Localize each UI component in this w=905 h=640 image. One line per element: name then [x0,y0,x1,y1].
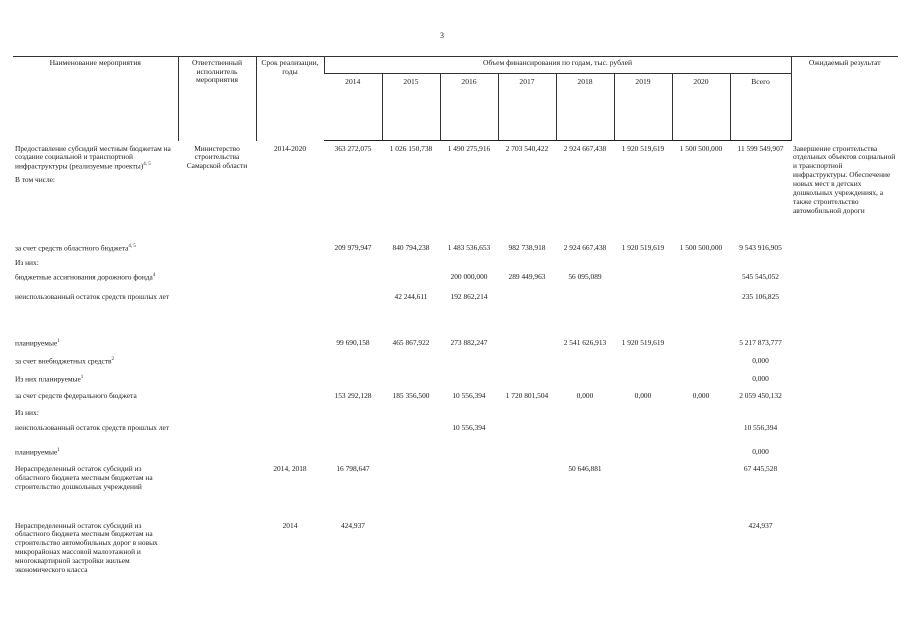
row-name: Нераспределенный остаток субсидий из областного бюджета местным бюджетам на строительство дошкольных учреждений [15,463,153,491]
row-year-value: 1 920 519,619 [621,144,665,153]
row-name-cell [13,392,178,401]
row-year-value [556,522,614,575]
row-year-value: 1 720 801,504 [505,390,549,400]
row-year-value [672,273,730,282]
row-name-cell [13,409,178,418]
row-total: 67 445,528 [743,463,778,473]
row-year-value [672,357,730,366]
row-year-value [382,259,440,268]
row-name-cell [13,176,178,185]
row-name: планируемые [15,338,58,348]
row-year-value: 153 292,128 [334,390,372,400]
row-total: 0,000 [752,446,769,456]
header-funding: Объем финансирования по годам, тыс. рублей [324,57,791,74]
row-year-value: 50 646,881 [568,463,602,473]
row-year-value: 1 500 500,000 [679,144,723,153]
row-year-value [324,448,382,457]
row-name-cell [13,448,178,457]
row-total: 2 059 450,132 [739,390,782,400]
row-year-value: 982 738,918 [508,243,546,253]
row-year-value [498,522,556,575]
table-row [13,409,898,418]
row-total [730,409,791,418]
row-year-value [440,465,498,492]
table-row [13,273,898,282]
row-year-value [382,424,440,433]
footnote-mark: 1 [57,447,60,453]
header-executor: Ответственный исполнитель мероприятия [178,57,256,141]
row-name: неиспользованный остаток средств прошлых лет [15,292,170,302]
row-name-cell [13,141,178,172]
header-year: 2019 [614,74,672,141]
header-year: 2014 [324,74,382,141]
row-year-value [440,448,498,457]
table-row [13,259,898,268]
row-year-value: 42 244,611 [394,292,428,302]
row-name-cell [13,339,178,348]
table-row [13,465,898,492]
row-year-value [614,522,672,575]
row-executor [178,176,256,185]
row-year-value [382,357,440,366]
row-year-value [556,448,614,457]
row-term [256,273,324,282]
row-term [256,176,324,185]
row-total: 9 543 916,905 [739,243,782,253]
row-year-value [672,339,730,348]
row-term: 2014 [282,520,298,530]
row-year-value [614,409,672,418]
row-term [256,339,324,348]
row-year-value [440,176,498,185]
table-body [13,141,898,575]
row-year-value: 1 483 536,653 [447,243,491,253]
row-year-value: 363 272,075 [334,144,372,153]
row-term [256,448,324,457]
table-row [13,375,898,384]
row-year-value [382,375,440,384]
row-name: за счет внебюджетных средств [15,356,112,366]
row-year-value [614,424,672,433]
row-year-value [324,357,382,366]
row-name-cell [13,244,178,253]
row-year-value [440,259,498,268]
row-year-value [324,273,382,282]
row-year-value [498,293,556,302]
row-term [256,244,324,253]
row-year-value: 1 490 275,916 [447,144,491,153]
row-term [256,392,324,401]
row-name-cell [13,522,178,575]
row-year-value [614,259,672,268]
row-year-value [324,259,382,268]
row-year-value: 273 882,247 [450,337,488,347]
row-total: 545 545,052 [742,271,779,281]
row-year-value [556,259,614,268]
row-year-value [498,357,556,366]
financing-table [13,56,898,575]
row-total: 0,000 [752,356,769,366]
row-year-value [440,522,498,575]
row-executor [178,259,256,268]
header-year: 2017 [498,74,556,141]
row-year-value [672,375,730,384]
row-spacer [13,184,898,244]
row-year-value [498,375,556,384]
row-executor [178,244,256,253]
row-term [256,424,324,433]
row-total [730,176,791,185]
row-year-value [556,424,614,433]
row-year-value [556,293,614,302]
row-name-cell [13,293,178,302]
row-year-value [672,465,730,492]
row-name: планируемые [15,447,58,457]
row-name-cell [13,259,178,268]
row-name: Из них: [15,407,39,417]
expected-result: Завершение строительства отдельных объектов социальной и транспортной инфраструктуры. Обеспечение новых мест в детских дошкольных учреждениях, а также строительство автомобильной дороги [793,143,896,215]
row-year-value [440,375,498,384]
header-year: 2020 [672,74,730,141]
row-term [256,293,324,302]
row-year-value [498,409,556,418]
row-year-value [382,465,440,492]
row-year-value [672,293,730,302]
row-name: Из них: [15,257,39,267]
row-year-value [382,176,440,185]
row-year-value [672,259,730,268]
row-year-value [324,293,382,302]
row-executor: Министерство строительства Самарской области [186,143,248,171]
header-total: Всего [730,74,791,141]
row-year-value: 1 026 150,738 [389,144,433,153]
row-year-value [672,424,730,433]
row-name: Предоставление субсидий местным бюджетам на создание социальной и транспортной инфраструктуры (реализуемые проекты) [15,143,171,171]
row-spacer [13,492,898,522]
row-executor [178,273,256,282]
row-name: неиспользованный остаток средств прошлых лет [15,422,170,432]
row-year-value: 192 862,214 [450,292,488,302]
row-name-cell [13,465,178,492]
row-executor [178,424,256,433]
row-year-value [672,176,730,185]
header-year: 2018 [556,74,614,141]
header-term: Срок реализации, годы [256,57,324,141]
row-executor [178,522,256,575]
row-name-cell [13,424,178,433]
header-name: Наименование мероприятия [13,57,178,141]
header-year: 2015 [382,74,440,141]
table-row [13,244,898,253]
row-year-value: 99 690,158 [336,337,370,347]
row-year-value: 209 979,947 [334,243,372,253]
row-total: 0,000 [752,373,769,383]
footnote-mark: 4, 5 [128,244,136,250]
row-term [256,259,324,268]
row-year-value: 0,000 [692,390,710,400]
row-executor [178,409,256,418]
row-name: бюджетные ассигнования дорожного фонда [15,272,153,282]
row-year-value: 16 798,647 [336,463,370,473]
row-name-cell [13,375,178,384]
row-year-value [614,176,672,185]
row-year-value [498,259,556,268]
row-name: Из них планируемые [15,374,81,384]
row-year-value [498,339,556,348]
row-year-value: 2 924 667,438 [563,144,607,153]
row-term [256,357,324,366]
row-year-value: 2 541 626,913 [563,337,607,347]
row-year-value [382,522,440,575]
row-term: 2014, 2018 [273,463,307,473]
footnote-mark: 1 [80,374,84,380]
row-year-value [498,424,556,433]
table-row [13,522,898,575]
table-row [13,424,898,433]
row-year-value [382,409,440,418]
row-year-value: 289 449,963 [508,271,546,281]
row-year-value [382,448,440,457]
row-year-value [556,409,614,418]
row-year-value [498,448,556,457]
row-term [256,375,324,384]
row-executor [178,465,256,492]
row-year-value [614,465,672,492]
row-total: 424,937 [748,520,773,530]
table-row [13,339,898,348]
row-year-value [440,357,498,366]
row-year-value: 10 556,394 [452,390,486,400]
page-mark: 3 [440,31,444,40]
row-year-value: 0,000 [576,390,594,400]
row-executor [178,293,256,302]
row-year-value: 0,000 [634,390,652,400]
row-year-value: 1 920 519,619 [621,243,665,253]
row-year-value [614,293,672,302]
row-year-value [498,176,556,185]
row-name: за счет средств областного бюджета [15,243,129,253]
row-year-value [556,375,614,384]
footnote-mark: 1 [57,338,60,344]
row-year-value: 424,937 [340,520,366,530]
table-row [13,293,898,302]
row-year-value [324,375,382,384]
row-total: 235 106,825 [742,292,779,302]
row-name: за счет средств федерального бюджета [15,390,137,400]
row-term: 2014-2020 [273,143,307,153]
row-year-value: 10 556,394 [452,422,486,432]
row-spacer [13,433,898,448]
row-year-value: 1 500 500,000 [679,243,723,253]
table-row [13,176,898,185]
row-year-value: 185 356,500 [392,390,430,400]
row-year-value [614,448,672,457]
row-year-value [440,409,498,418]
row-executor [178,392,256,401]
row-year-value: 56 095,089 [568,271,602,281]
row-name-cell [13,357,178,366]
row-name: В том числе: [15,174,55,184]
footnote-mark: 4 [152,272,156,278]
row-total [730,259,791,268]
row-spacer [13,401,898,409]
row-name-cell [13,273,178,282]
header-year: 2016 [440,74,498,141]
row-year-value [324,424,382,433]
row-executor [178,339,256,348]
row-year-value [614,273,672,282]
row-total: 5 217 873,777 [739,337,782,347]
row-year-value [672,409,730,418]
row-year-value: 465 867,922 [392,337,430,347]
table-row [13,357,898,366]
table-row [13,448,898,457]
row-year-value [382,273,440,282]
row-total: 10 556,394 [743,422,778,432]
row-year-value [324,176,382,185]
row-year-value [498,465,556,492]
row-year-value [614,357,672,366]
row-year-value [672,448,730,457]
row-executor [178,357,256,366]
row-spacer [13,302,898,339]
row-year-value: 2 703 540,422 [505,144,549,153]
row-total: 11 599 549,907 [737,144,784,153]
row-year-value [556,357,614,366]
row-year-value [614,375,672,384]
row-executor [178,448,256,457]
row-year-value: 1 920 519,619 [621,337,665,347]
row-term [256,409,324,418]
row-name: Нераспределенный остаток субсидий из областного бюджета местным бюджетам на строительство автомобильных дорог в новых микрорайонах массовой малоэтажной и многоквартирной застройки жильем экономического класса [15,520,158,574]
table-row [13,141,898,172]
row-year-value [556,176,614,185]
header-result: Ожидаемый результат [791,57,898,141]
row-executor [178,375,256,384]
row-year-value: 200 000,000 [450,271,488,281]
row-year-value [672,522,730,575]
footnote-mark: 2 [111,357,115,363]
table-row [13,392,898,401]
row-year-value: 2 924 667,438 [563,243,607,253]
footnote-mark: 4, 5 [143,162,151,168]
row-year-value [324,409,382,418]
row-year-value: 840 794,238 [392,243,430,253]
